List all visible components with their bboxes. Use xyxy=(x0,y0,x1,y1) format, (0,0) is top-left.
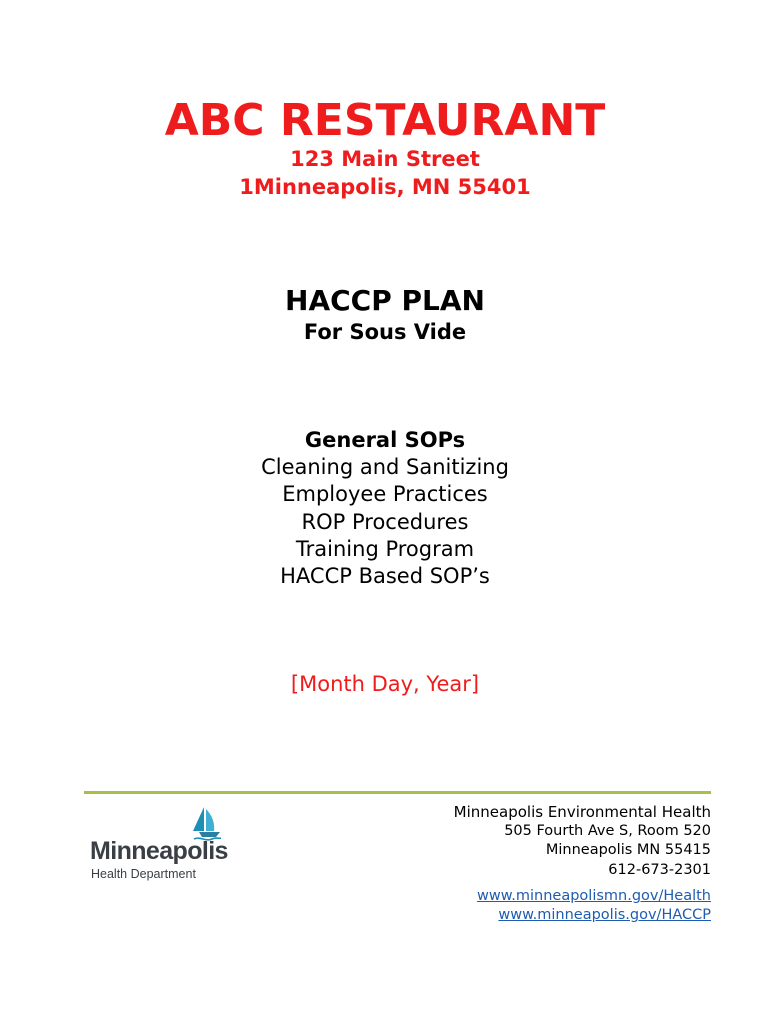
sop-item: Cleaning and Sanitizing xyxy=(261,455,509,479)
contact-block xyxy=(454,803,711,925)
contact-phone: 612-673-2301 xyxy=(608,861,711,878)
contact-street: 505 Fourth Ave S, Room 520 xyxy=(504,823,711,840)
minneapolis-logo xyxy=(90,805,230,885)
plan-title: HACCP PLAN xyxy=(285,284,485,317)
restaurant-name: ABC RESTAURANT xyxy=(164,95,606,146)
contact-organization: Minneapolis Environmental Health xyxy=(453,803,711,821)
health-link[interactable]: www.minneapolismn.gov/Health xyxy=(477,887,711,904)
date-placeholder: [Month Day, Year] xyxy=(290,672,480,696)
haccp-link[interactable]: www.minneapolis.gov/HACCP xyxy=(498,907,711,924)
sop-item: Employee Practices xyxy=(282,482,488,507)
logo-department: Health Department xyxy=(91,867,196,881)
logo-wordmark: Minneapolis xyxy=(90,837,228,865)
plan-subtitle: For Sous Vide xyxy=(303,320,467,344)
sop-heading: General SOPs xyxy=(304,428,466,452)
address-street: 123 Main Street xyxy=(290,147,480,171)
sop-item: HACCP Based SOP’s xyxy=(280,564,490,589)
footer-divider xyxy=(84,791,711,794)
sop-list xyxy=(0,454,770,590)
sop-item: ROP Procedures xyxy=(301,509,469,534)
contact-city: Minneapolis MN 55415 xyxy=(545,842,711,859)
address-city: 1Minneapolis, MN 55401 xyxy=(239,175,531,199)
sop-item: Training Program xyxy=(295,536,475,561)
